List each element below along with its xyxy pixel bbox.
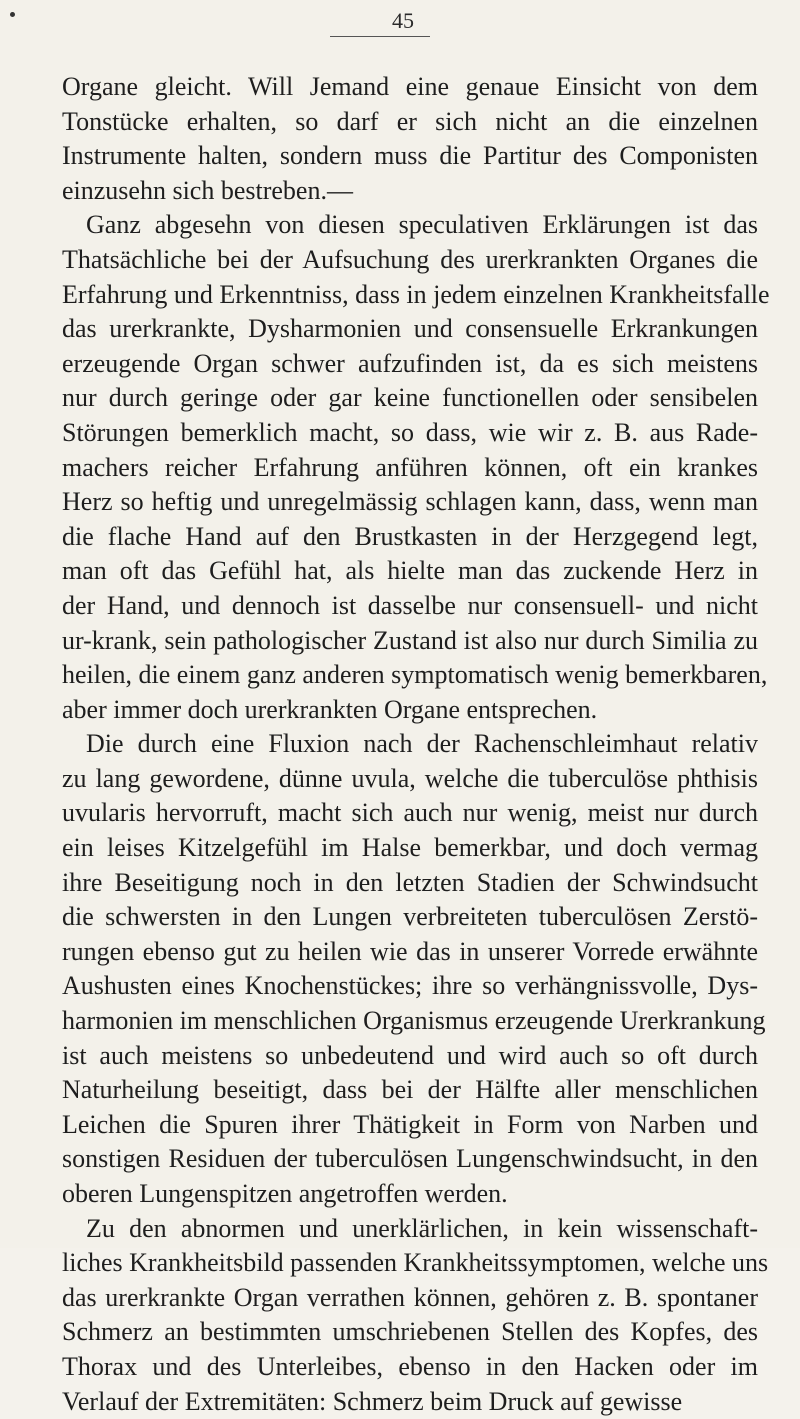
text-line: die schwersten in den Lungen verbreiteten tuberculösen Zerstö- — [62, 902, 758, 932]
text-line: Schmerz an bestimmten umschriebenen Stellen des Kopfes, des — [62, 1317, 758, 1347]
text-line: Thorax und des Unterleibes, ebenso in den Hacken oder im — [62, 1351, 758, 1381]
text-line: machers reicher Erfahrung anführen können, oft ein krankes — [62, 452, 758, 482]
text-line: Herz so heftig und unregelmässig schlagen kann, dass, wenn man — [62, 487, 758, 517]
paragraph — [62, 727, 766, 1211]
text-line: oberen Lungenspitzen angetroffen werden. — [62, 1179, 508, 1208]
text-line: Naturheilung beseitigt, dass bei der Hälfte aller menschlichen — [62, 1075, 758, 1105]
text-line: das urerkrankte, Dysharmonien und consensuelle Erkrankungen — [62, 314, 758, 344]
text-line: uvularis hervorruft, macht sich auch nur wenig, meist nur durch — [62, 798, 758, 828]
text-line: harmonien im menschlichen Organismus erzeugende Urerkrankung — [62, 1006, 766, 1036]
text-line: ihre Beseitigung noch in den letzten Stadien der Schwindsucht — [62, 867, 758, 897]
text-line: rungen ebenso gut zu heilen wie das in unserer Vorrede erwähnte — [62, 936, 758, 966]
text-line: ur-krank, sein pathologischer Zustand ist also nur durch Similia zu — [62, 625, 758, 655]
text-line: ist auch meistens so unbedeutend und wird auch so oft durch — [62, 1040, 758, 1070]
text-line: aber immer doch urerkrankten Organe entsprechen. — [62, 694, 598, 724]
text-line: nur durch geringe oder gar keine functionellen oder sensibelen — [62, 383, 758, 413]
text-line: das urerkrankte Organ verrathen können, gehören z. B. spontaner — [62, 1282, 758, 1312]
text-line: Ganz abgesehn von diesen speculativen Erklärungen ist das — [86, 210, 758, 240]
paragraph — [62, 208, 770, 727]
text-line: Erfahrung und Erkenntniss, dass in jedem einzelnen Krankheitsfalle — [62, 279, 770, 309]
text-line: Tonstücke erhalten, so darf er sich nicht an die einzelnen — [62, 106, 758, 136]
text-line: Aushusten eines Knochenstückes; ihre so verhängnissvolle, Dys- — [62, 971, 758, 1001]
text-line: man oft das Gefühl hat, als hielte man das zuckende Herz in — [62, 556, 758, 586]
text-line: Instrumente halten, sondern muss die Partitur des Componisten — [62, 141, 758, 171]
text-line: Thatsächliche bei der Aufsuchung des urerkrankten Organes die — [62, 244, 758, 274]
text-line: Organe gleicht. Will Jemand eine genaue Einsicht von dem — [62, 72, 758, 101]
text-line: Störungen bemerklich macht, so dass, wie wir z. B. aus Rade- — [62, 417, 758, 447]
text-line: Verlauf der Extremitäten: Schmerz beim Druck auf gewisse — [62, 1386, 683, 1416]
page-number-rule — [330, 36, 430, 37]
text-line: liches Krankheitsbild passenden Krankheitssymptomen, welche uns — [62, 1248, 769, 1278]
text-line: der Hand, und dennoch ist dasselbe nur consensuell- und nicht — [62, 590, 758, 620]
text-line: einzusehn sich bestreben.— — [62, 175, 353, 205]
text-line: sonstigen Residuen der tuberculösen Lungenschwindsucht, in den — [62, 1144, 758, 1174]
text-line: zu lang gewordene, dünne uvula, welche die tuberculöse phthisis — [62, 763, 758, 793]
print-speck — [10, 12, 15, 17]
text-line: ein leises Kitzelgefühl im Halse bemerkbar, und doch vermag — [62, 833, 758, 863]
body-text — [62, 70, 770, 1419]
text-line: erzeugende Organ schwer aufzufinden ist, da es sich meistens — [62, 348, 758, 378]
text-line: die flache Hand auf den Brustkasten in der Herzgegend legt, — [62, 521, 758, 551]
text-line: Die durch eine Fluxion nach der Rachenschleimhaut relativ — [86, 729, 758, 759]
paragraph — [62, 1212, 769, 1419]
text-line: Zu den abnormen und unerklärlichen, in kein wissenschaft- — [86, 1213, 758, 1243]
text-line: Leichen die Spuren ihrer Thätigkeit in Form von Narben und — [62, 1109, 758, 1139]
paragraph — [62, 70, 758, 208]
page-number: 45 — [392, 8, 414, 33]
text-line: heilen, die einem ganz anderen symptomatisch wenig bemerkbaren, — [62, 660, 768, 690]
